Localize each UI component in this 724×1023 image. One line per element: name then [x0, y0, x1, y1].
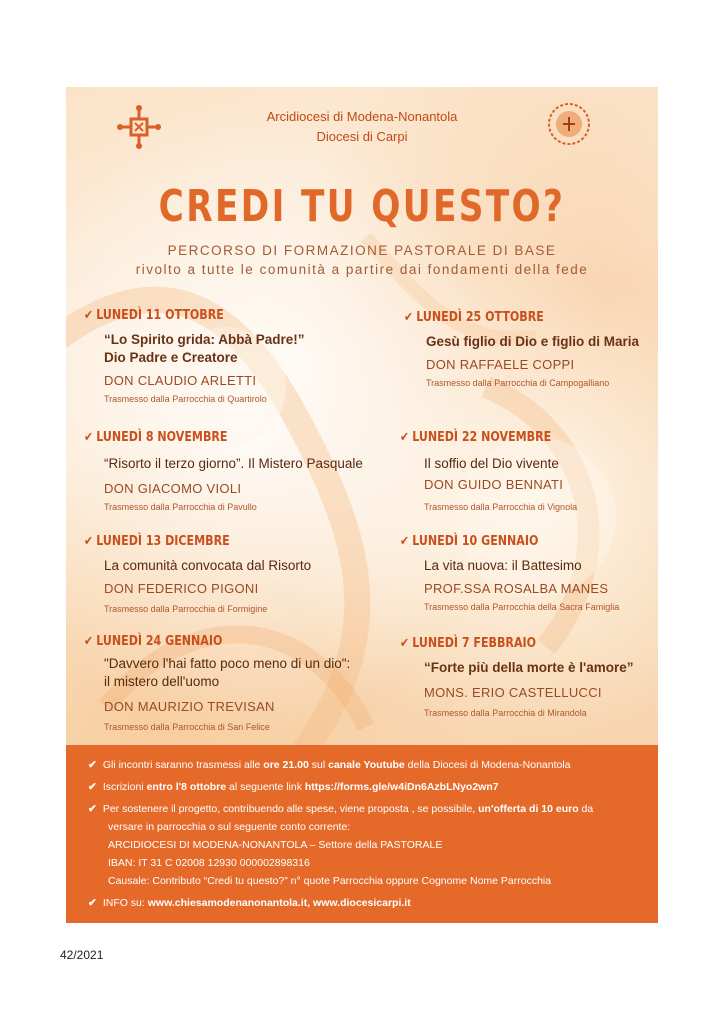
info-offering: ✔ Per sostenere il progetto, contribuendo alle spese, viene proposta , se possibile, un'offerta di 10 euro da	[88, 803, 594, 815]
event-topic: La comunità convocata dal Risorto	[104, 558, 312, 573]
event-speaker: DON FEDERICO PIGONI	[104, 581, 259, 596]
event-broadcast-note: Trasmesso dalla Parrocchia di Formigine	[104, 604, 268, 614]
event-date: LUNEDÌ 24 GENNAIO	[96, 633, 223, 649]
event-topic: La vita nuova: il Battesimo	[424, 558, 582, 573]
page-title: CREDI TU QUESTO?	[158, 181, 566, 232]
event-item	[400, 635, 658, 718]
check-icon: ✔	[88, 803, 97, 815]
event-speaker: DON RAFFAELE COPPI	[426, 357, 575, 372]
event-speaker: DON CLAUDIO ARLETTI	[104, 373, 257, 388]
event-speaker: DON GUIDO BENNATI	[424, 477, 564, 492]
info-registration: ✔ Iscrizioni entro l'8 ottobre al seguente link https://forms.gle/w4iDn6AzbLNyo2wn7	[88, 781, 499, 793]
event-broadcast-note: Trasmesso dalla Parrocchia di Mirandola	[424, 708, 587, 718]
event-item	[84, 429, 384, 512]
event-item	[84, 307, 374, 404]
info-iban: IBAN: IT 31 C 02008 12930 000002898316	[108, 857, 310, 869]
check-icon: ✔	[400, 534, 409, 549]
registration-link[interactable]: https://forms.gle/w4iDn6AzbLNyo2wn7	[304, 781, 499, 793]
event-broadcast-note: Trasmesso dalla Parrocchia di Pavullo	[104, 502, 257, 512]
check-icon: ✔	[84, 308, 93, 323]
diocese-name-1: Arcidiocesi di Modena-Nonantola	[266, 109, 458, 124]
event-item	[84, 533, 384, 614]
event-broadcast-note: Trasmesso dalla Parrocchia di Campogalliano	[426, 378, 610, 388]
event-broadcast-note: Trasmesso dalla Parrocchia della Sacra Famiglia	[424, 602, 620, 612]
info-broadcast: ✔ Gli incontri saranno trasmessi alle ore 21.00 sul canale Youtube della Diocesi di Modena-Nonantola	[88, 759, 571, 771]
event-item	[400, 533, 658, 612]
event-topic: Gesù figlio di Dio e figlio di Maria	[426, 334, 640, 349]
subtitle-audience: rivolto a tutte le comunità a partire dai fondamenti della fede	[135, 262, 589, 277]
event-broadcast-note: Trasmesso dalla Parrocchia di San Felice	[104, 722, 270, 732]
event-topic: “Forte più della morte è l'amore”	[424, 660, 634, 675]
event-topic: “Lo Spirito grida: Abbà Padre!” Dio Padre e Creatore	[104, 332, 305, 365]
event-item	[400, 429, 650, 512]
event-date: LUNEDÌ 10 GENNAIO	[412, 533, 539, 549]
event-speaker: MONS. ERIO CASTELLUCCI	[424, 685, 602, 700]
event-date: LUNEDÌ 22 NOVEMBRE	[412, 429, 552, 445]
website-links[interactable]: www.chiesamodenanonantola.it, www.diocesicarpi.it	[147, 897, 411, 909]
info-banner	[66, 745, 658, 923]
event-date: LUNEDÌ 13 DICEMBRE	[96, 533, 230, 549]
event-date: LUNEDÌ 11 OTTOBRE	[96, 307, 224, 323]
event-broadcast-note: Trasmesso dalla Parrocchia di Vignola	[424, 502, 578, 512]
subtitle-course: PERCORSO DI FORMAZIONE PASTORALE DI BASE	[167, 243, 557, 258]
event-speaker: PROF.SSA ROSALBA MANES	[424, 581, 609, 596]
info-offering-line2: versare in parrocchia o sul seguente conto corrente:	[108, 821, 351, 833]
check-icon: ✔	[404, 310, 413, 325]
event-item	[404, 309, 654, 388]
event-date: LUNEDÌ 25 OTTOBRE	[416, 309, 544, 325]
info-account-holder: ARCIDIOCESI DI MODENA-NONANTOLA – Settore della PASTORALE	[108, 839, 443, 851]
info-links: ✔ INFO su: www.chiesamodenanonantola.it, www.diocesicarpi.it	[88, 897, 411, 909]
check-icon: ✔	[84, 534, 93, 549]
diocese-name-2: Diocesi di Carpi	[316, 129, 408, 144]
check-icon: ✔	[400, 430, 409, 445]
event-speaker: DON GIACOMO VIOLI	[104, 481, 242, 496]
event-date: LUNEDÌ 7 FEBBRAIO	[412, 635, 537, 651]
event-date: LUNEDÌ 8 NOVEMBRE	[96, 429, 228, 445]
check-icon: ✔	[84, 634, 93, 649]
event-item	[84, 633, 394, 732]
check-icon: ✔	[88, 759, 97, 771]
check-icon: ✔	[88, 781, 97, 793]
event-topic: “Risorto il terzo giorno”. Il Mistero Pasquale	[104, 456, 363, 471]
check-icon: ✔	[84, 430, 93, 445]
page-number: 42/2021	[60, 948, 104, 962]
event-topic: "Davvero l'hai fatto poco meno di un dio": il mistero dell'uomo	[104, 656, 351, 689]
info-causale: Causale: Contributo “Credi tu questo?” n° quote Parrocchia oppure Cognome Nome Parrocchia	[108, 875, 552, 887]
check-icon: ✔	[400, 636, 409, 651]
event-topic: Il soffio del Dio vivente	[424, 456, 559, 471]
event-speaker: DON MAURIZIO TREVISAN	[104, 699, 275, 714]
event-poster	[66, 87, 658, 923]
check-icon: ✔	[88, 897, 97, 909]
event-broadcast-note: Trasmesso dalla Parrocchia di Quartirolo	[104, 394, 267, 404]
